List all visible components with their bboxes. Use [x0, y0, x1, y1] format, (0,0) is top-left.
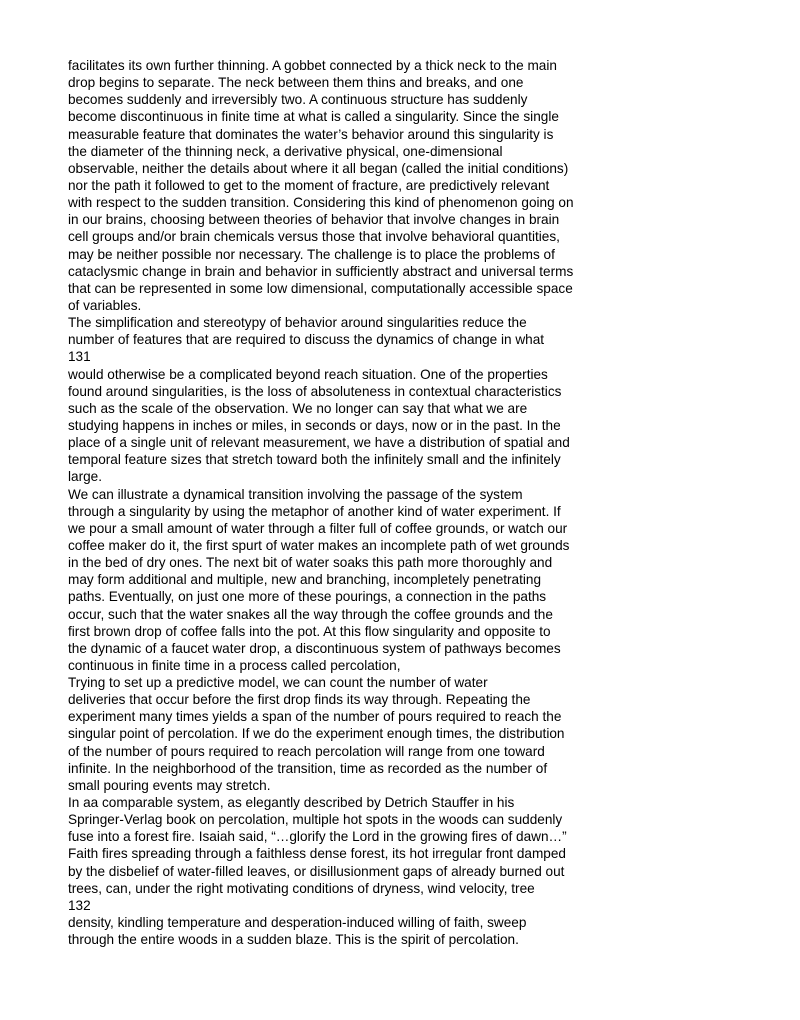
text-line: by the disbelief of water-filled leaves, or disillusionment gaps of already burned out	[68, 863, 565, 879]
text-line: Springer-Verlag book on percolation, multiple hot spots in the woods can suddenly	[68, 812, 563, 828]
text-line: place of a single unit of relevant measurement, we have a distribution of spatial and	[68, 435, 570, 451]
text-line: may form additional and multiple, new and branching, incompletely penetrating	[68, 572, 542, 588]
text-line: of the number of pours required to reach percolation will range from one toward	[68, 743, 545, 759]
text-line: nor the path it followed to get to the moment of fracture, are predictively relevant	[68, 177, 550, 193]
text-line: first brown drop of coffee falls into the pot. At this flow singularity and opposite to	[68, 623, 551, 639]
text-line: measurable feature that dominates the water’s behavior around this singularity is	[68, 126, 554, 142]
text-line: through the entire woods in a sudden blaze. This is the spirit of percolation.	[68, 932, 519, 948]
text-line: found around singularities, is the loss of absoluteness in contextual characteristics	[68, 383, 562, 399]
text-line: drop begins to separate. The neck between them thins and breaks, and one	[68, 75, 524, 91]
text-line: Trying to set up a predictive model, we can count the number of water	[68, 675, 488, 691]
text-line: paths. Eventually, on just one more of these pourings, a connection in the paths	[68, 589, 547, 605]
text-line: density, kindling temperature and desperation-induced willing of faith, sweep	[68, 915, 527, 931]
text-line: in our brains, choosing between theories of behavior that involve changes in brain	[68, 212, 560, 228]
text-line: such as the scale of the observation. We no longer can say that what we are	[68, 400, 528, 416]
text-line: number of features that are required to discuss the dynamics of change in what	[68, 332, 545, 348]
text-line: studying happens in inches or miles, in seconds or days, now or in the past. In the	[68, 417, 561, 433]
text-line: observable, neither the details about where it all began (called the initial conditions)	[68, 160, 569, 176]
text-line: through a singularity by using the metaphor of another kind of water experiment. If	[68, 503, 561, 519]
text-line: deliveries that occur before the first drop finds its way through. Repeating the	[68, 692, 531, 708]
text-line: fuse into a forest fire. Isaiah said, “…glorify the Lord in the growing fires of dawn…”	[68, 829, 567, 845]
text-line: coffee maker do it, the first spurt of water makes an incomplete path of wet grounds	[68, 537, 570, 553]
text-line: cell groups and/or brain chemicals versus those that involve behavioral quantities,	[68, 229, 560, 245]
page-number: 131	[68, 349, 91, 365]
text-line: the diameter of the thinning neck, a derivative physical, one-dimensional	[68, 143, 503, 159]
text-line: continuous in finite time in a process called percolation,	[68, 657, 401, 673]
text-line: become discontinuous in finite time at what is called a singularity. Since the single	[68, 109, 559, 125]
page-number: 132	[68, 897, 91, 913]
text-line: experiment many times yields a span of the number of pours required to reach the	[68, 709, 562, 725]
text-line: would otherwise be a complicated beyond reach situation. One of the properties	[68, 366, 548, 382]
text-line: with respect to the sudden transition. Considering this kind of phenomenon going on	[68, 195, 574, 211]
text-line: may be neither possible nor necessary. The challenge is to place the problems of	[68, 246, 555, 262]
text-line: of variables.	[68, 297, 142, 313]
text-line: the dynamic of a faucet water drop, a discontinuous system of pathways becomes	[68, 640, 561, 656]
text-line: The simplification and stereotypy of behavior around singularities reduce the	[68, 315, 527, 331]
text-line: large.	[68, 469, 103, 485]
text-line: infinite. In the neighborhood of the transition, time as recorded as the number of	[68, 760, 548, 776]
text-line: small pouring events may stretch.	[68, 777, 271, 793]
document-text	[68, 57, 648, 948]
text-line: cataclysmic change in brain and behavior in sufficiently abstract and universal terms	[68, 263, 574, 279]
text-line: In aa comparable system, as elegantly described by Detrich Stauffer in his	[68, 795, 515, 811]
text-line: in the bed of dry ones. The next bit of water soaks this path more thoroughly and	[68, 555, 553, 571]
text-line: we pour a small amount of water through a filter full of coffee grounds, or watch our	[68, 520, 568, 536]
text-line: becomes suddenly and irreversibly two. A continuous structure has suddenly	[68, 92, 528, 108]
text-line: Faith fires spreading through a faithless dense forest, its hot irregular front damped	[68, 846, 566, 862]
text-line: occur, such that the water snakes all the way through the coffee grounds and the	[68, 606, 553, 622]
text-line: singular point of percolation. If we do the experiment enough times, the distribution	[68, 726, 565, 742]
text-line: We can illustrate a dynamical transition involving the passage of the system	[68, 486, 523, 502]
text-line: trees, can, under the right motivating conditions of dryness, wind velocity, tree	[68, 880, 535, 896]
text-line: facilitates its own further thinning. A gobbet connected by a thick neck to the main	[68, 58, 557, 73]
text-line: that can be represented in some low dimensional, computationally accessible space	[68, 280, 573, 296]
text-line: temporal feature sizes that stretch toward both the infinitely small and the infinitely	[68, 452, 561, 468]
